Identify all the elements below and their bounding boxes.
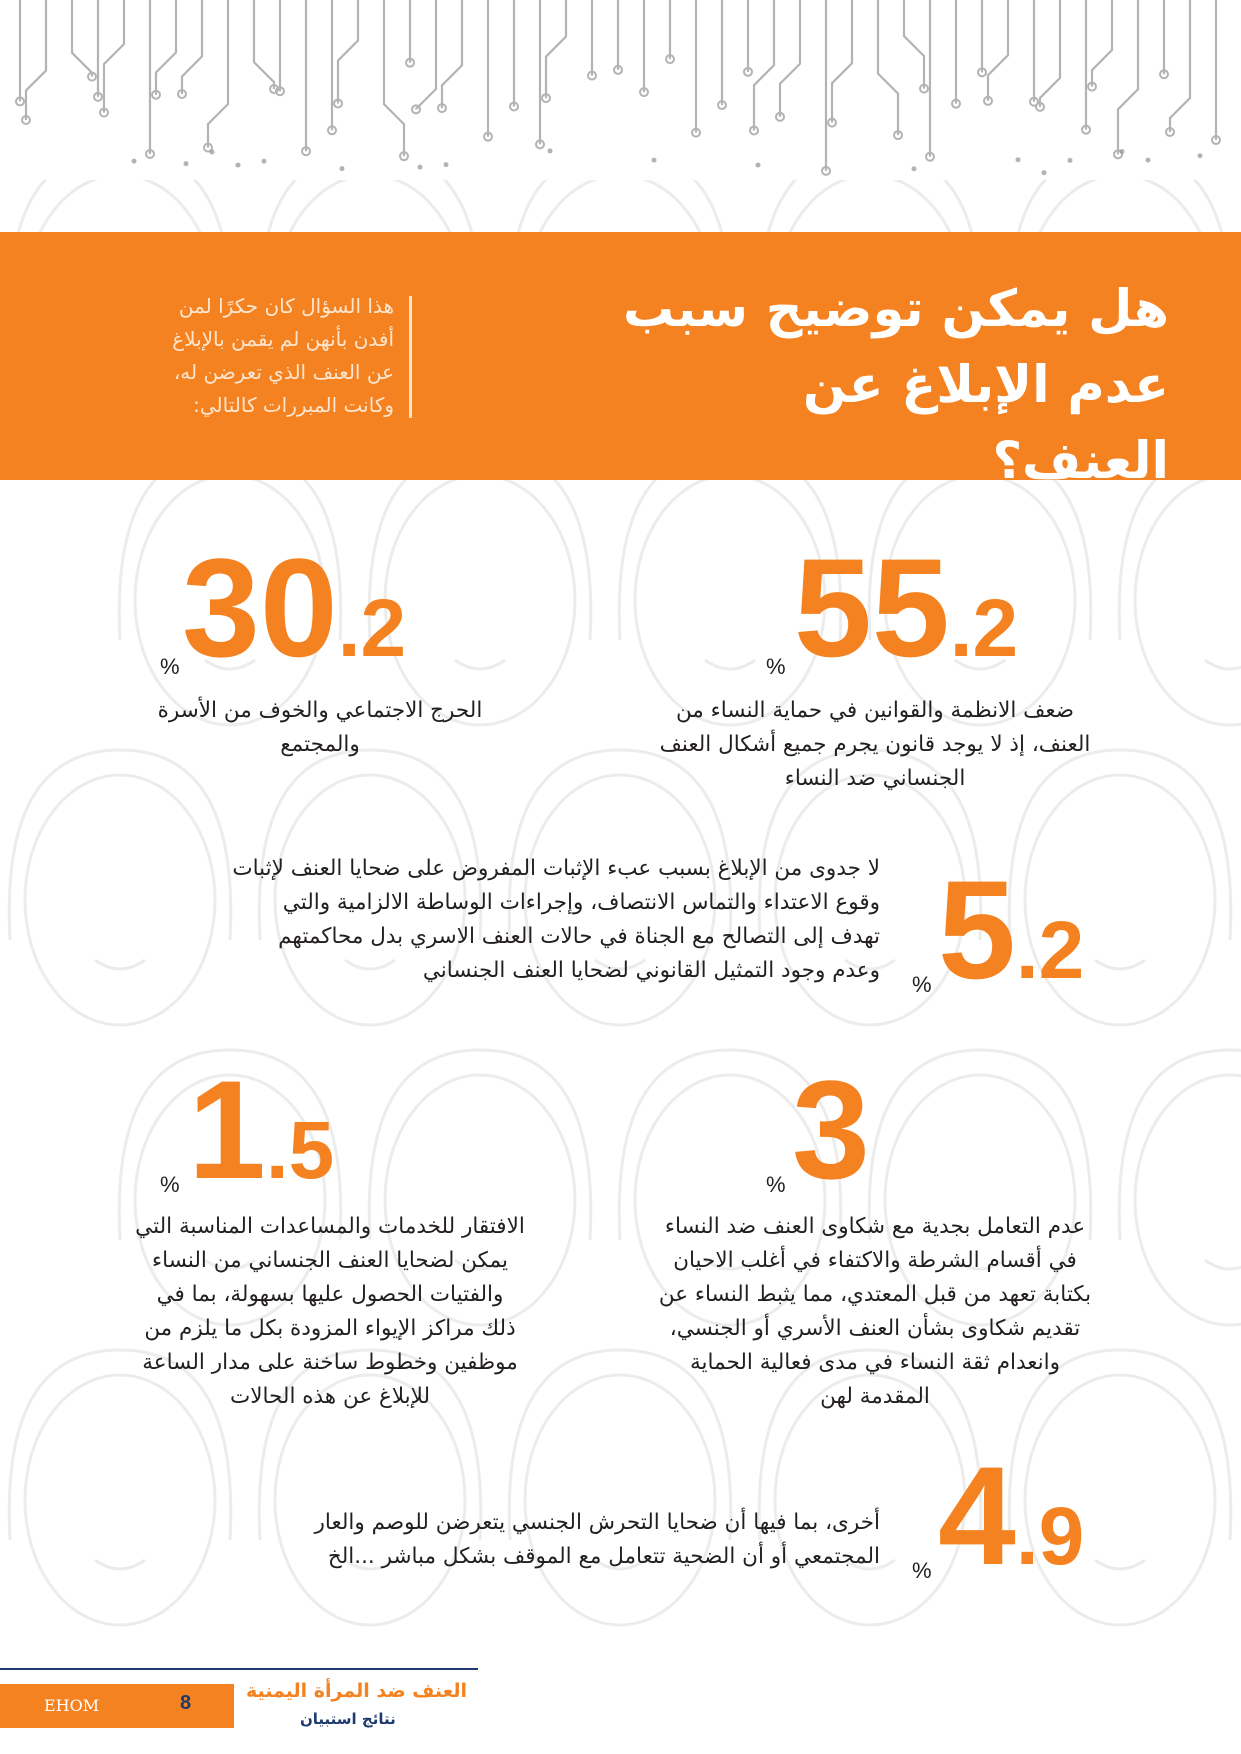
footer-code: EHOM (44, 1696, 100, 1715)
percent-sign: % (160, 1172, 180, 1197)
percent-sign: % (160, 654, 180, 679)
banner-divider (409, 296, 412, 418)
circuit-pattern-decoration (0, 0, 1241, 180)
stat-description: ضعف الانظمة والقوانين في حماية النساء من العنف، إذ لا يوجد قانون يجرم جميع أشكال العنف الجنساني ضد النساء (659, 698, 1091, 791)
stat-value: 5.2 (938, 851, 1085, 1008)
percent-sign: % (912, 1558, 932, 1583)
stat-value: 1.5 (188, 1051, 335, 1208)
footer-subtitle: نتائج استبيان (300, 1710, 396, 1728)
stat-value: 30.2 (182, 529, 407, 686)
title-line-2: عدم الإبلاغ عن العنف؟ (802, 356, 1169, 491)
percent-sign: % (766, 654, 786, 679)
stat-description: لا جدوى من الإبلاغ بسبب عبء الإثبات المفروض على ضحايا العنف لإثبات وقوع الاعتداء والتماس الانتصاف، وإجراءات الوساطة الالزامية والتي تهدف إلى التصالح مع الجناة في حالات العنف الاسري بدل محاكمتهم وعدم وجود التمثيل القانوني لضحايا العنف الجنساني (232, 856, 880, 983)
note-line: أفدن بأنهن لم يقمن بالإبلاغ (172, 327, 394, 351)
page-number: 8 (180, 1692, 192, 1714)
footer-title: العنف ضد المرأة اليمنية (246, 1680, 468, 1702)
footer-rule (0, 1668, 478, 1670)
percent-sign: % (766, 1172, 786, 1197)
stat-description: الحرج الاجتماعي والخوف من الأسرة والمجتمع (157, 698, 483, 757)
footer-bar (0, 1684, 234, 1728)
stat-value: 55.2 (794, 529, 1019, 686)
note-line: وكانت المبررات كالتالي: (193, 393, 394, 417)
stat-description: الافتقار للخدمات والمساعدات المناسبة التي يمكن لضحايا العنف الجنساني من النساء والفتيات الحصول عليها بسهولة، بما في ذلك مراكز الإيواء المزودة بكل ما يلزم من موظفين وخطوط ساخنة على مدار الساعة للإبلاغ عن هذه الحالات (135, 1214, 525, 1409)
stat-value: 4.9 (938, 1437, 1085, 1594)
note-line: هذا السؤال كان حكرًا لمن (178, 294, 394, 318)
percent-sign: % (912, 972, 932, 997)
note-line: عن العنف الذي تعرضن له، (173, 360, 394, 384)
banner-note (86, 290, 394, 422)
page-footer (0, 1660, 1241, 1754)
title-line-1: هل يمكن توضيح سبب (623, 280, 1169, 339)
page-title (609, 272, 1169, 500)
title-banner (0, 232, 1241, 491)
stat-description: عدم التعامل بجدية مع شكاوى العنف ضد النساء في أقسام الشرطة والاكتفاء في أغلب الاحيان بكتابة تعهد من قبل المعتدي، مما يثبط النساء عن تقديم شكاوى بشأن العنف الأسري أو الجنسي، وانعدام ثقة النساء في مدى فعالية الحماية المقدمة لهن (658, 1214, 1092, 1409)
stat-description: أخرى، بما فيها أن ضحايا التحرش الجنسي يتعرضن للوصم والعار المجتمعي أو أن الضحية تتعامل مع الموقف بشكل مباشر ...الخ (314, 1510, 880, 1569)
stat-value: 3 (792, 1051, 870, 1208)
